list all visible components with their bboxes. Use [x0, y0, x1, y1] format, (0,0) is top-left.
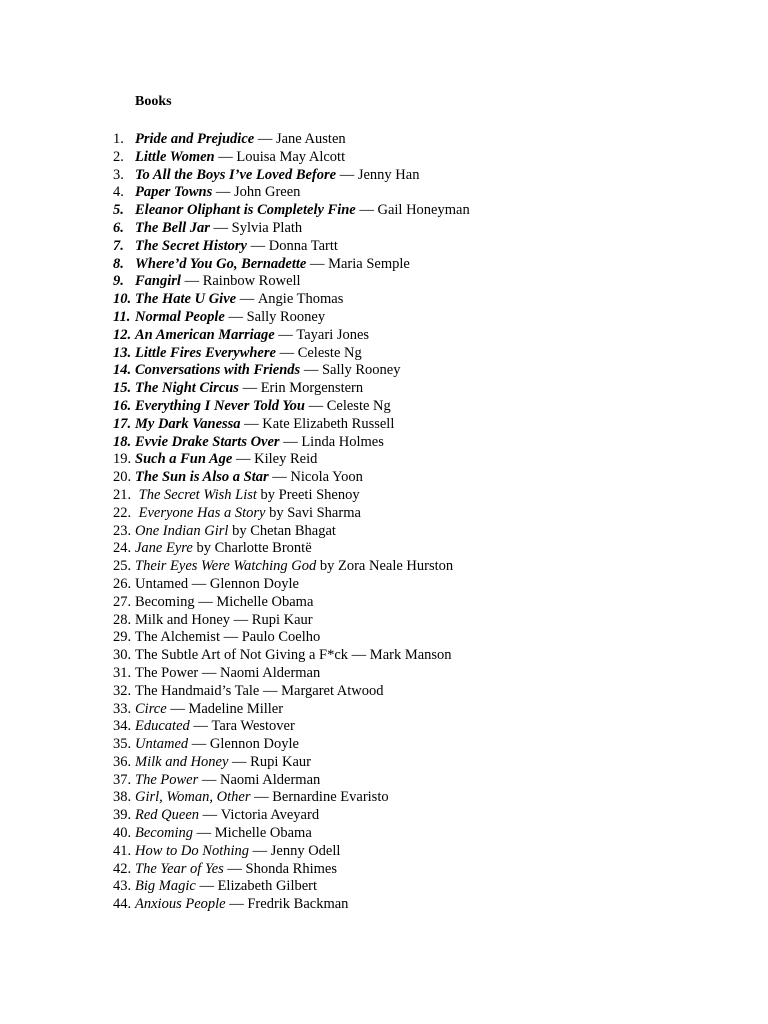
list-item	[113, 451, 470, 469]
list-item	[113, 825, 470, 843]
book-author: Kate Elizabeth Russell	[262, 415, 395, 432]
list-item	[113, 718, 470, 736]
list-item	[113, 576, 470, 594]
book-author: Gail Honeyman	[377, 202, 470, 219]
book-list	[113, 131, 470, 914]
separator: —	[254, 131, 276, 147]
list-item	[113, 594, 470, 612]
book-author: Shonda Rhimes	[245, 860, 337, 877]
item-number: 28.	[113, 611, 132, 628]
item-number: 4.	[113, 184, 124, 201]
list-item	[113, 861, 470, 879]
item-number: 7.	[113, 237, 124, 254]
separator: —	[300, 362, 322, 379]
separator: —	[166, 700, 189, 717]
book-title: Becoming	[135, 593, 195, 610]
separator: —	[192, 825, 215, 842]
book-title: The Power	[135, 664, 199, 681]
book-title: Milk and Honey	[135, 611, 231, 628]
separator: by	[228, 522, 251, 539]
separator: —	[304, 397, 327, 414]
book-title: To All the Boys I’ve Loved Before	[135, 166, 337, 183]
list-item	[113, 256, 470, 274]
separator: by	[256, 486, 279, 503]
book-author: Celeste Ng	[326, 397, 391, 414]
separator: —	[195, 878, 218, 895]
list-item	[113, 701, 470, 719]
list-item	[113, 683, 470, 701]
book-author: Bernardine Evaristo	[272, 789, 389, 806]
list-item	[113, 505, 470, 523]
separator: —	[224, 308, 247, 325]
list-item	[113, 380, 470, 398]
book-author: Margaret Atwood	[281, 682, 384, 699]
item-number: 15.	[113, 380, 132, 397]
list-item	[113, 184, 470, 202]
separator: by	[192, 540, 215, 557]
book-author: Madeline Miller	[188, 700, 284, 717]
book-author: Paulo Coelho	[241, 629, 321, 646]
book-author: Savi Sharma	[287, 504, 361, 521]
list-item	[113, 238, 470, 256]
book-title: Red Queen	[135, 807, 200, 824]
list-item	[113, 362, 470, 380]
book-title: Becoming	[135, 825, 193, 842]
list-item	[113, 327, 470, 345]
separator: —	[249, 842, 271, 859]
item-number: 34.	[113, 718, 132, 735]
book-title: Educated	[135, 718, 190, 735]
list-item	[113, 131, 470, 149]
list-item	[113, 309, 470, 327]
item-number: 10.	[113, 291, 132, 308]
separator: —	[275, 344, 298, 361]
book-title: The Power	[135, 771, 199, 788]
book-author: Glennon Doyle	[209, 575, 299, 592]
separator: —	[336, 166, 358, 183]
book-title: The Subtle Art of Not Giving a F*ck	[135, 647, 349, 664]
book-author: Nicola Yoon	[290, 469, 363, 486]
book-author: Sally Rooney	[246, 308, 326, 325]
item-number: 17.	[113, 415, 132, 432]
book-title: Normal People	[135, 308, 225, 325]
item-number: 14.	[113, 362, 132, 379]
list-item	[113, 149, 470, 167]
list-item	[113, 487, 470, 505]
item-number: 27.	[113, 593, 132, 610]
item-number: 16.	[113, 397, 132, 414]
item-number: 19.	[113, 451, 132, 468]
book-title: Fangirl	[135, 273, 181, 290]
list-item	[113, 434, 470, 452]
item-number: 13.	[113, 344, 132, 361]
book-author: Sylvia Plath	[231, 219, 303, 236]
book-author: Preeti Shenoy	[278, 486, 360, 503]
separator: —	[238, 380, 261, 397]
separator: —	[259, 682, 282, 699]
separator: —	[198, 664, 220, 681]
book-title: Their Eyes Were Watching God	[135, 558, 317, 575]
list-item	[113, 416, 470, 434]
separator: —	[214, 148, 237, 165]
book-author: Naomi Alderman	[219, 664, 321, 681]
item-number: 5.	[113, 202, 124, 219]
item-number: 30.	[113, 647, 132, 664]
separator: —	[188, 736, 210, 753]
book-author: Jane Austen	[275, 131, 346, 147]
book-title: Untamed	[135, 575, 189, 592]
list-item	[113, 167, 470, 185]
list-item	[113, 878, 470, 896]
separator: —	[212, 184, 234, 201]
book-title: Where’d You Go, Bernadette	[135, 255, 307, 272]
item-number: 31.	[113, 664, 132, 681]
book-title: The Alchemist	[135, 629, 220, 646]
list-item	[113, 612, 470, 630]
separator: by	[316, 558, 338, 575]
item-number: 43.	[113, 878, 132, 895]
list-item	[113, 665, 470, 683]
list-item	[113, 789, 470, 807]
separator: —	[250, 789, 273, 806]
item-number: 1.	[113, 131, 124, 147]
book-title: The Year of Yes	[135, 860, 224, 877]
list-item	[113, 202, 470, 220]
item-number: 40.	[113, 825, 132, 842]
book-title: Circe	[135, 700, 167, 717]
book-title: The Sun is Also a Star	[135, 469, 269, 486]
book-author: John Green	[233, 184, 301, 201]
list-item	[113, 772, 470, 790]
separator: —	[189, 718, 212, 735]
list-item	[113, 896, 470, 914]
book-author: Angie Thomas	[257, 291, 344, 308]
book-author: Donna Tartt	[268, 237, 338, 254]
book-title: Big Magic	[135, 878, 196, 895]
item-number: 29.	[113, 629, 132, 646]
item-number: 3.	[113, 166, 124, 183]
item-number: 42.	[113, 860, 132, 877]
list-item	[113, 807, 470, 825]
list-item	[113, 291, 470, 309]
book-title: Little Women	[135, 148, 215, 165]
book-author: Linda Holmes	[301, 433, 384, 450]
list-item	[113, 629, 470, 647]
item-number: 36.	[113, 753, 132, 770]
book-author: Tayari Jones	[296, 326, 370, 343]
item-number: 6.	[113, 219, 124, 236]
separator: —	[225, 896, 248, 913]
separator: —	[198, 771, 220, 788]
item-number: 20.	[113, 469, 132, 486]
book-title: Everything I Never Told You	[135, 397, 305, 414]
separator: —	[236, 291, 258, 308]
separator: —	[232, 451, 255, 468]
book-title: Untamed	[135, 736, 189, 753]
separator: —	[240, 415, 263, 432]
separator: —	[355, 202, 378, 219]
item-number: 8.	[113, 255, 124, 272]
separator: by	[265, 504, 288, 521]
book-title: Evvie Drake Starts Over	[135, 433, 280, 450]
item-number: 38.	[113, 789, 132, 806]
book-author: Kiley Reid	[254, 451, 318, 468]
separator: —	[246, 237, 269, 254]
book-title: The Night Circus	[135, 380, 239, 397]
book-author: Glennon Doyle	[209, 736, 299, 753]
book-author: Fredrik Backman	[247, 896, 349, 913]
book-title: Little Fires Everywhere	[135, 344, 276, 361]
item-number: 2.	[113, 148, 124, 165]
book-title: The Bell Jar	[135, 219, 210, 236]
list-item	[113, 540, 470, 558]
book-author: Michelle Obama	[216, 593, 314, 610]
book-title: One Indian Girl	[135, 522, 229, 539]
item-number: 32.	[113, 682, 132, 699]
book-title: Everyone Has a Story	[135, 504, 266, 521]
book-author: Sally Rooney	[321, 362, 401, 379]
book-title: Milk and Honey	[135, 753, 229, 770]
item-number: 23.	[113, 522, 132, 539]
item-number: 26.	[113, 575, 132, 592]
book-title: Such a Fun Age	[135, 451, 233, 468]
separator: —	[230, 611, 252, 628]
book-author: Celeste Ng	[297, 344, 362, 361]
book-author: Naomi Alderman	[219, 771, 321, 788]
separator: —	[223, 860, 246, 877]
list-item	[113, 345, 470, 363]
book-title: The Handmaid’s Tale	[135, 682, 260, 699]
separator: —	[306, 255, 329, 272]
item-number: 35.	[113, 736, 132, 753]
separator: —	[194, 593, 217, 610]
book-title: Girl, Woman, Other	[135, 789, 251, 806]
book-author: Maria Semple	[328, 255, 410, 272]
list-item	[113, 523, 470, 541]
book-title: Paper Towns	[135, 184, 213, 201]
book-title: The Hate U Give	[135, 291, 237, 308]
separator: —	[219, 629, 242, 646]
separator: —	[188, 575, 210, 592]
book-author: Rupi Kaur	[250, 753, 311, 770]
book-author: Chetan Bhagat	[250, 522, 336, 539]
book-title: Anxious People	[135, 896, 226, 913]
separator: —	[180, 273, 203, 290]
document-title: Books	[135, 94, 172, 109]
separator: —	[209, 219, 232, 236]
list-item	[113, 273, 470, 291]
item-number: 44.	[113, 896, 132, 913]
list-item	[113, 843, 470, 861]
list-item	[113, 647, 470, 665]
item-number: 41.	[113, 842, 132, 859]
book-title: My Dark Vanessa	[135, 415, 241, 432]
book-title: Jane Eyre	[135, 540, 193, 557]
item-number: 9.	[113, 273, 124, 290]
item-number: 33.	[113, 700, 132, 717]
book-author: Rupi Kaur	[251, 611, 313, 628]
list-item	[113, 736, 470, 754]
book-title: Pride and Prejudice	[135, 131, 255, 147]
separator: —	[228, 753, 251, 770]
book-author: Mark Manson	[369, 647, 452, 664]
book-title: The Secret Wish List	[135, 486, 257, 503]
book-author: Erin Morgenstern	[260, 380, 364, 397]
item-number: 11.	[113, 308, 131, 325]
item-number: 21.	[113, 486, 132, 503]
book-title: An American Marriage	[135, 326, 275, 343]
list-item	[113, 220, 470, 238]
separator: —	[199, 807, 221, 824]
item-number: 22.	[113, 504, 132, 521]
book-title: Conversations with Friends	[135, 362, 301, 379]
item-number: 39.	[113, 807, 132, 824]
item-number: 12.	[113, 326, 132, 343]
book-author: Jenny Han	[357, 166, 420, 183]
separator: —	[268, 469, 291, 486]
book-author: Charlotte Brontë	[214, 540, 312, 557]
book-author: Michelle Obama	[214, 825, 312, 842]
separator: —	[348, 647, 370, 664]
separator: —	[274, 326, 297, 343]
book-title: Eleanor Oliphant is Completely Fine	[135, 202, 356, 219]
book-title: How to Do Nothing	[135, 842, 249, 859]
list-item	[113, 558, 470, 576]
list-item	[113, 754, 470, 772]
book-author: Louisa May Alcott	[236, 148, 346, 165]
book-author: Tara Westover	[211, 718, 295, 735]
item-number: 18.	[113, 433, 132, 450]
list-item	[113, 469, 470, 487]
book-author: Rainbow Rowell	[202, 273, 301, 290]
item-number: 37.	[113, 771, 132, 788]
book-author: Victoria Aveyard	[220, 807, 320, 824]
list-item	[113, 398, 470, 416]
book-author: Elizabeth Gilbert	[217, 878, 318, 895]
item-number: 25.	[113, 558, 132, 575]
book-author: Zora Neale Hurston	[337, 558, 454, 575]
book-author: Jenny Odell	[270, 842, 341, 859]
item-number: 24.	[113, 540, 132, 557]
book-title: The Secret History	[135, 237, 247, 254]
separator: —	[279, 433, 302, 450]
